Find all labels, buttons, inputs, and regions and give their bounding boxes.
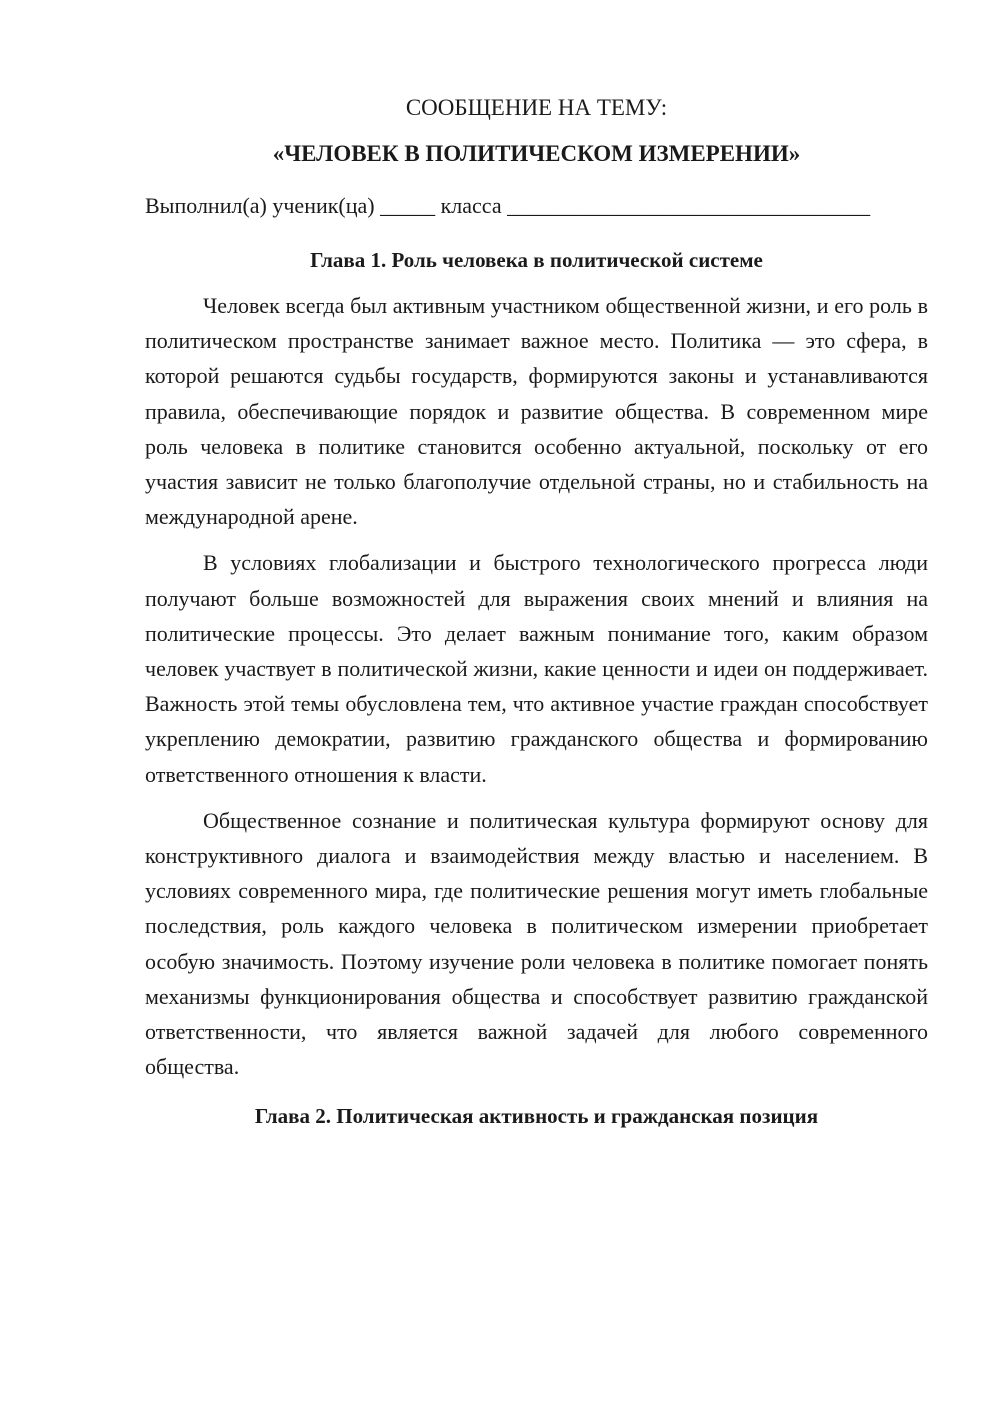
document-title: «ЧЕЛОВЕК В ПОЛИТИЧЕСКОМ ИЗМЕРЕНИИ» [272,141,801,166]
author-line: Выполнил(а) ученик(ца) _____ класса _________________________________ [145,193,871,218]
chapter-1-paragraph-1: Человек всегда был активным участником общественной жизни, и его роль в политическом пространстве занимает важное место. Политика — это сфера, в которой решаются судьбы государств, формируются законы и устанавливаются правила, обеспечивающие порядок и развитие общества. В современном мире роль человека в политике становится особенно актуальной, поскольку от его участия зависит не только благополучие отдельной страны, но и стабильность на международной арене. [145,293,928,530]
chapter-1-heading: Глава 1. Роль человека в политической системе [310,248,763,272]
chapter-2-heading: Глава 2. Политическая активность и гражданская позиция [254,1104,819,1129]
topic-heading: СООБЩЕНИЕ НА ТЕМУ: [405,95,668,120]
chapter-1-paragraph-2: В условиях глобализации и быстрого технологического прогресса люди получают больше возможностей для выражения своих мнений и влияния на политические процессы. Это делает важным понимание того, каким образом человек участвует в политической жизни, какие ценности и идеи он поддерживает. Важность этой темы обусловлена тем, что активное участие граждан способствует укреплению демократии, развитию гражданского общества и формированию ответственного отношения к власти. [145,550,928,787]
document-page [145,90,928,1134]
chapter-1-paragraph-3: Общественное сознание и политическая культура формируют основу для конструктивного диалога и взаимодействия между властью и населением. В условиях современного мира, где политические решения могут иметь глобальные последствия, роль каждого человека в политическом измерении приобретает особую значимость. Поэтому изучение роли человека в политике помогает понять механизмы функционирования общества и способствует развитию гражданской ответственности, что является важной задачей для любого современного общества. [145,807,928,1080]
